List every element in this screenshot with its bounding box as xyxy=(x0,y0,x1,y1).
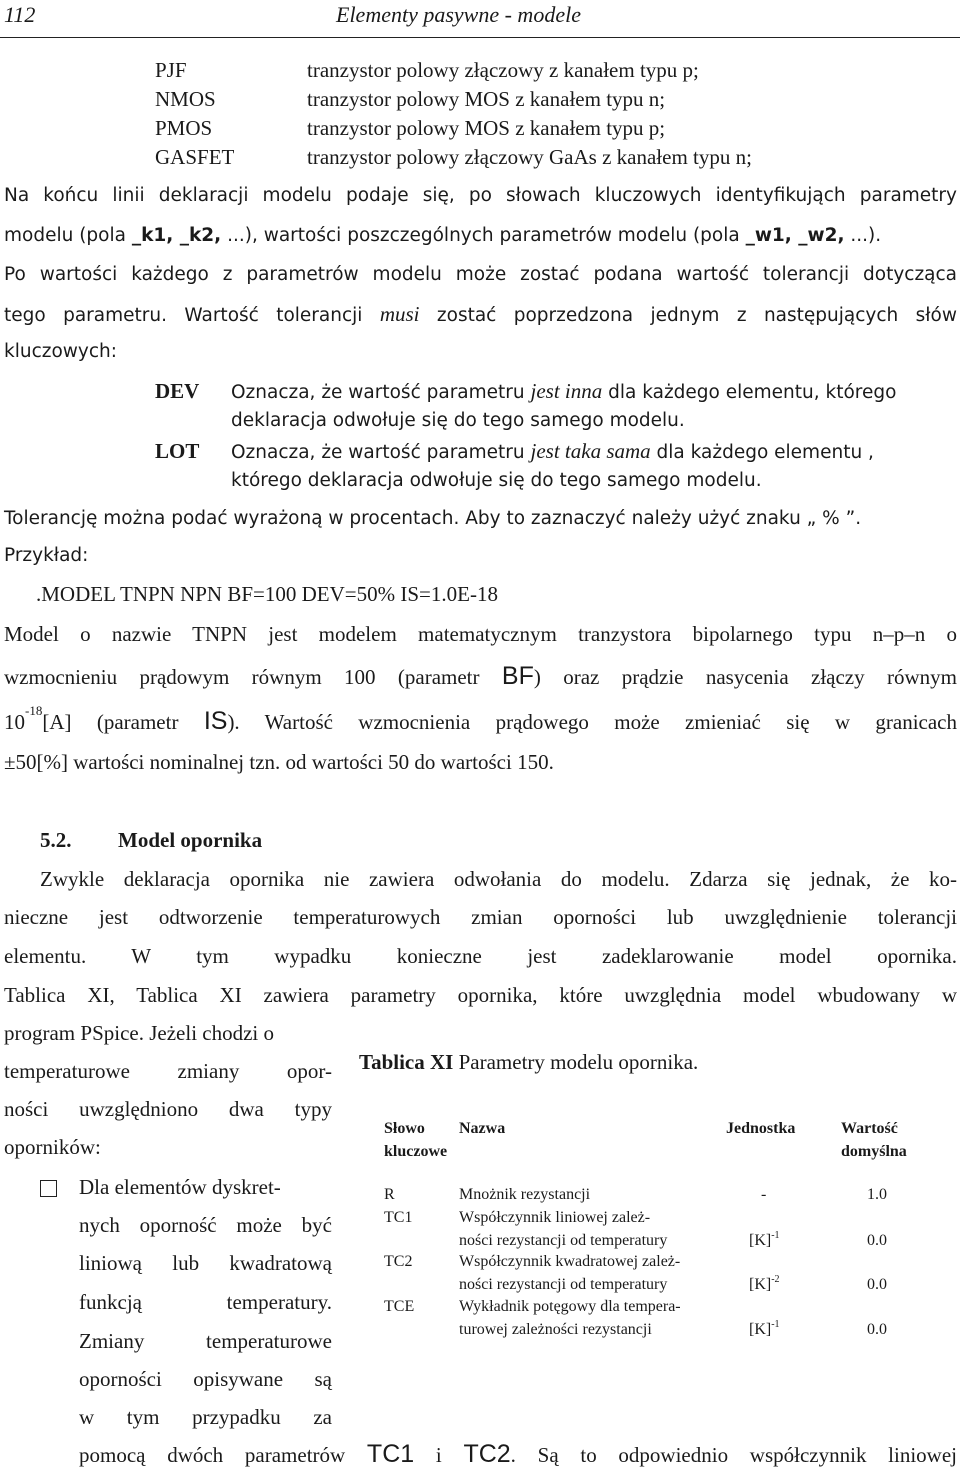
table-cell-keyword: TCE xyxy=(384,1298,415,1315)
text-line: elementu. W tym wypadku konieczne jest zadeklarowanie model opornika. xyxy=(4,944,957,968)
table-cell-unit: $[K]^{-1}$ xyxy=(749,1319,780,1338)
table-header-name: Nazwa xyxy=(459,1120,506,1137)
bullet-line: Dla elementów dyskret- xyxy=(79,1175,281,1199)
page-number: 112 xyxy=(4,2,36,27)
text-line: Zwykle deklaracja opornika nie zawiera odwołania do modelu. Zdarza się jednak, że ko- xyxy=(40,867,957,891)
type-desc: tranzystor polowy złączowy z kanałem typu p; xyxy=(307,58,699,82)
table-cell-name: ności rezystancji od temperatury xyxy=(459,1276,668,1293)
table-cell-name: turowej zależności rezystancji xyxy=(459,1321,652,1338)
table-cell-unit: $[K]^{-1}$ xyxy=(749,1230,780,1249)
table-cell-name: Współczynnik kwadratowej zależ- xyxy=(459,1253,681,1270)
bullet-line: funkcją temperatury. xyxy=(79,1290,332,1314)
table-cell-default: 0.0 xyxy=(867,1321,887,1338)
table-header-unit: Jednostka xyxy=(726,1120,796,1137)
type-desc: tranzystor polowy złączowy GaAs z kanałem typu n; xyxy=(307,145,752,169)
bullet-line: nych oporność może być xyxy=(79,1213,332,1237)
text-line: tego parametru. Wartość tolerancji musi zostać poprzedzona jednym z następujących słów xyxy=(4,302,957,326)
text-line: Przykład: xyxy=(4,545,89,566)
text-line: temperaturowe zmiany opor- xyxy=(4,1059,332,1083)
table-cell-keyword: TC1 xyxy=(384,1209,413,1226)
table-cell-keyword: TC2 xyxy=(384,1253,413,1270)
bullet-line: Zmiany temperaturowe xyxy=(79,1329,332,1353)
running-title: Elementy pasywne - modele xyxy=(336,2,581,27)
keyword-lot-desc: którego deklaracja odwołuje się do tego samego modelu. xyxy=(231,470,762,491)
table-header-default: domyślna xyxy=(841,1143,907,1160)
table-cell-default: 1.0 xyxy=(867,1186,887,1203)
type-code: GASFET xyxy=(155,145,235,169)
text-line: Po wartości każdego z parametrów modelu może zostać podana wartość tolerancji dotycząca xyxy=(4,264,957,285)
checkbox-bullet-icon xyxy=(40,1180,57,1197)
header-rule xyxy=(0,37,960,38)
keyword-lot: LOT xyxy=(155,439,200,463)
text-line: ±50[%] wartości nominalnej tzn. od wartości 50 do wartości 150. xyxy=(4,750,554,774)
section-number: 5.2. xyxy=(40,828,72,852)
type-code: NMOS xyxy=(155,87,216,111)
table-cell-name: Mnożnik rezystancji xyxy=(459,1186,591,1203)
text-line: oporników: xyxy=(4,1135,101,1159)
text-line: Model o nazwie TNPN jest modelem matematycznym tranzystora bipolarnego typu n–p–n o xyxy=(4,622,957,646)
type-desc: tranzystor polowy MOS z kanałem typu n; xyxy=(307,87,666,111)
code-example: .MODEL TNPN NPN BF=100 DEV=50% IS=1.0E-18 xyxy=(36,582,498,606)
table-cell-name: Wykładnik potęgowy dla tempera- xyxy=(459,1298,681,1315)
bullet-line: oporności opisywane są xyxy=(79,1367,332,1391)
bullet-line: w tym przypadku za xyxy=(79,1405,332,1429)
text-line: wzmocnieniu prądowym równym 100 (parametr BF) oraz prądzie nasycenia złączy równym xyxy=(4,662,957,690)
text-line: Tablica XI, Tablica XI zawiera parametry opornika, które uwzględnia model wbudowany w xyxy=(4,983,957,1007)
text-line: pomocą dwóch parametrów TC1 i TC2. Są to odpowiednio współczynnik liniowej xyxy=(79,1440,957,1468)
table-cell-name: Współczynnik liniowej zależ- xyxy=(459,1209,651,1226)
table-header-keyword: kluczowe xyxy=(384,1143,448,1160)
text-line: ności uwzględniono dwa typy xyxy=(4,1097,332,1121)
keyword-dev-desc: deklaracja odwołuje się do tego samego modelu. xyxy=(231,410,685,431)
bullet-line: liniową lub kwadratową xyxy=(79,1251,332,1275)
text-line: $10^{-18}[A]$ (parametr IS). Wartość wzmocnienia prądowego może zmieniać się w granicach xyxy=(4,703,958,735)
table-cell-default: 0.0 xyxy=(867,1276,887,1293)
table-cell-unit: - xyxy=(761,1186,767,1203)
table-caption: Tablica XI Parametry modelu opornika. xyxy=(359,1050,699,1074)
type-desc: tranzystor polowy MOS z kanałem typu p; xyxy=(307,116,666,140)
table-header-default: Wartość xyxy=(841,1120,898,1137)
text-line: kluczowych: xyxy=(4,341,117,362)
type-code: PJF xyxy=(155,58,187,82)
table-cell-name: ności rezystancji od temperatury xyxy=(459,1232,668,1249)
text-line: modelu (pola _k1, _k2, ...), wartości poszczególnych parametrów modelu (pola _w1, _w2, ...). xyxy=(4,225,882,246)
table-header-keyword: Słowo xyxy=(384,1120,425,1137)
text-line: nieczne jest odtworzenie temperaturowych zmian oporności lub uwzględnienie tolerancji xyxy=(4,905,957,929)
table-cell-keyword: R xyxy=(384,1186,395,1203)
text-line: program PSpice. Jeżeli chodzi o xyxy=(4,1021,275,1045)
keyword-dev-desc: Oznacza, że wartość parametru jest inna dla każdego elementu, którego xyxy=(231,379,897,403)
keyword-lot-desc: Oznacza, że wartość parametru jest taka sama dla każdego elementu , xyxy=(231,439,874,463)
keyword-dev: DEV xyxy=(155,379,200,403)
table-cell-default: 0.0 xyxy=(867,1232,887,1249)
text-line: Tolerancję można podać wyrażoną w procentach. Aby to zaznaczyć należy użyć znaku „ % ”. xyxy=(4,508,862,529)
type-code: PMOS xyxy=(155,116,213,140)
table-cell-unit: $[K]^{-2}$ xyxy=(749,1274,780,1293)
section-title: Model opornika xyxy=(118,828,263,852)
text-line: Na końcu linii deklaracji modelu podaje się, po słowach kluczowych identyfikująch parametry xyxy=(4,185,957,206)
